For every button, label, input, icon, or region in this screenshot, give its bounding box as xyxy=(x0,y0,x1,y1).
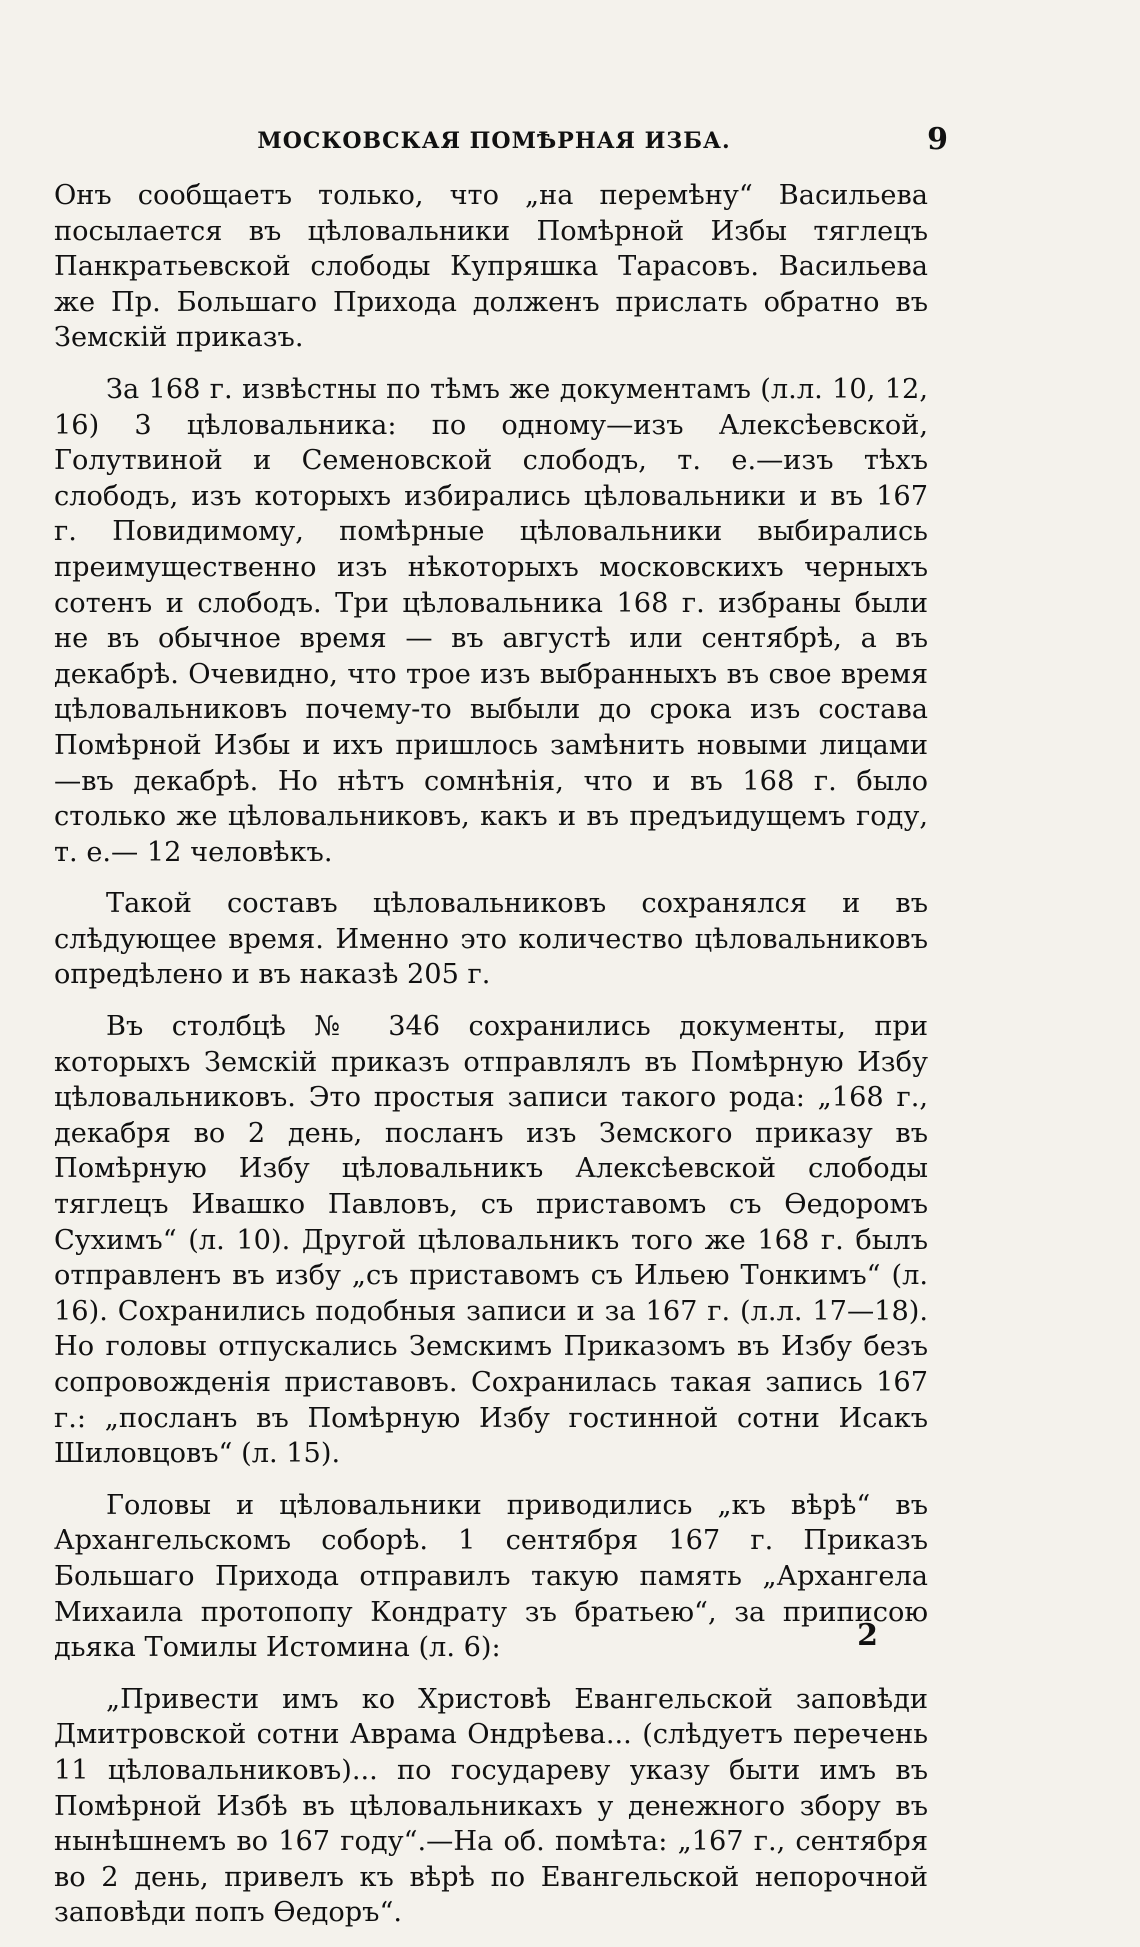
paragraph: За 168 г. извѣстны по тѣмъ же документамъ (л.л. 10, 12, 16) 3 цѣловальника: по одному—изъ Алексѣевской, Голутвиной и Семеновской слободъ, т. е.—изъ тѣхъ слободъ, изъ которыхъ избирались цѣловальники и въ 167 г. Повидимому, помѣрные цѣловальники выбирались преимущественно изъ нѣкоторыхъ московскихъ черныхъ сотенъ и слободъ. Три цѣловальника 168 г. избраны были не въ обычное время — въ августѣ или сентябрѣ, а въ декабрѣ. Очевидно, что трое изъ выбранныхъ въ свое время цѣловальниковъ почему-то выбыли до срока изъ состава Помѣрной Избы и ихъ пришлось замѣнить новыми лицами—въ декабрѣ. Но нѣтъ сомнѣнія, что и въ 168 г. было столько же цѣловальниковъ, какъ и въ предъидущемъ году, т. е.— 12 человѣкъ. xyxy=(54,373,928,868)
paragraph: Такой составъ цѣловальниковъ сохранялся и въ слѣдующее время. Именно это количество цѣловальниковъ опредѣлено и въ наказѣ 205 г. xyxy=(54,888,928,991)
page-number: 9 xyxy=(927,122,948,157)
page-body xyxy=(54,178,928,1947)
paragraph: Въ столбцѣ № 346 сохранились документы, при которыхъ Земскій приказъ отправлялъ въ Помѣрную Избу цѣловальниковъ. Это простыя записи такого рода: „168 г., декабря во 2 день, посланъ изъ Земского приказу въ Помѣрную Избу цѣловальникъ Алексѣевской слободы тяглецъ Ивашко Павловъ, съ приставомъ съ Өедоромъ Сухимъ“ (л. 10). Другой цѣловальникъ того же 168 г. былъ отправленъ въ избу „съ приставомъ съ Ильею Тонкимъ“ (л. 16). Сохранились подобныя записи и за 167 г. (л.л. 17—18). Но головы отпускались Земскимъ Приказомъ въ Избу безъ сопровожденія приставовъ. Сохранилась такая запись 167 г.: „посланъ въ Помѣрную Избу гостинной сотни Исакъ Шиловцовъ“ (л. 15). xyxy=(54,1011,928,1470)
paragraph: „Привести имъ ко Христовѣ Евангельской заповѣди Дмитровской сотни Аврама Ондрѣева... (слѣдуетъ перечень 11 цѣловальниковъ)... по государеву указу быти имъ въ Помѣрной Избѣ въ цѣловальникахъ у денежного збору въ нынѣшнемъ во 167 году“.—На об. помѣта: „167 г., сентября во 2 день, привелъ къ вѣрѣ по Евангельской непорочной заповѣди попъ Өедоръ“. xyxy=(54,1683,928,1929)
running-title: МОСКОВСКАЯ ПОМѢРНАЯ ИЗБА. xyxy=(257,128,731,154)
paragraph: Онъ сообщаетъ только, что „на перемѣну“ Васильева посылается въ цѣловальники Помѣрной Избы тяглецъ Панкратьевской слободы Купряшка Тарасовъ. Васильева же Пр. Большаго Прихода долженъ прислать обратно въ Земскій приказъ. xyxy=(54,180,928,354)
paragraph: Головы и цѣловальники приводились „къ вѣрѣ“ въ Архангельскомъ соборѣ. 1 сентября 167 г. Приказъ Большаго Прихода отправилъ такую память „Архангела Михаила протопопу Кондрату зъ братьею“, за приписою дьяка Томилы Истомина (л. 6): xyxy=(54,1489,928,1664)
page-header xyxy=(54,122,948,168)
signature-mark: 2 xyxy=(857,1618,878,1653)
